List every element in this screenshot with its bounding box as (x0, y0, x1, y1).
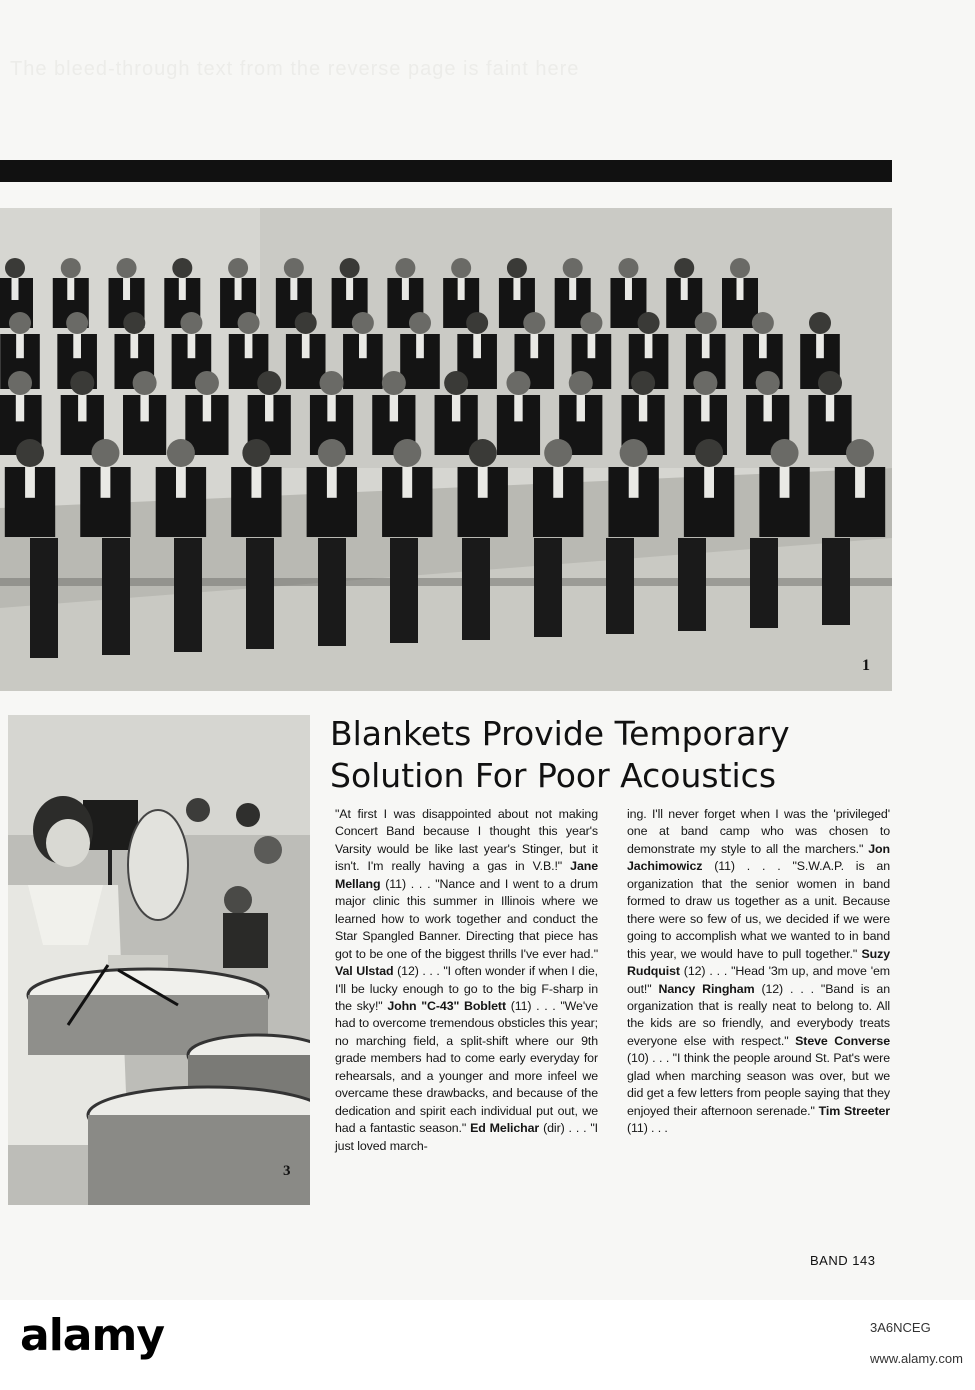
band-member-shirt (763, 395, 771, 421)
band-member-shirt (179, 278, 186, 300)
band-member-head (393, 439, 421, 467)
band-member-head (352, 312, 374, 334)
band-member-legs (822, 538, 850, 625)
article-column-2 (627, 806, 890, 1138)
band-member-shirt (235, 278, 242, 300)
quote-text: (12) . . . "Head '3m up, and move 'em out!" (627, 964, 890, 996)
band-member-shirt (681, 278, 688, 300)
quote-text: (11) . . . "Nance and I went to a drum major clinic this summer in Illinois where we learned how to work together and conduct the Star Spangled Banner. Directing that piece has got to be one of the biggest thrills I've ever had." (335, 876, 598, 961)
band-member-legs (606, 538, 634, 634)
band-member-legs (246, 538, 274, 649)
image-url: www.alamy.com (870, 1351, 963, 1366)
band-member-shirt (245, 334, 253, 358)
speaker-name: Tim Streeter (818, 1103, 890, 1118)
band-member-head (580, 312, 602, 334)
band-member-shirt (130, 334, 138, 358)
band-member-shirt (639, 395, 647, 421)
image-id: 3A6NCEG (870, 1320, 931, 1335)
band-member-shirt (16, 334, 24, 358)
column-1-paragraph (335, 806, 598, 1155)
band-member-shirt (402, 467, 412, 498)
band-member-head (228, 258, 248, 278)
band-member-head (117, 258, 137, 278)
band-member-shirt (327, 395, 335, 421)
band-member-head (638, 312, 660, 334)
band-member-shirt (265, 395, 273, 421)
band-member-shirt (101, 467, 111, 498)
band-member-head (320, 371, 344, 395)
band-member-legs (174, 538, 202, 652)
quote-text: (12) . . . "Band is an organization that is really neat to belong to. All the kids are so friendly, and everybody treats everyone else with respect." (627, 981, 890, 1048)
speaker-name: Nancy Ringham (658, 981, 755, 996)
speaker-name: Jon Jachimowicz (627, 841, 890, 874)
headline-line-2: Solution For Poor Acoustics (330, 756, 777, 795)
band-member-head (238, 312, 260, 334)
band-member-head (730, 258, 750, 278)
band-member-shirt (701, 395, 709, 421)
band-member-legs (750, 538, 778, 628)
band-member-shirt (346, 278, 353, 300)
band-member-shirt (645, 334, 653, 358)
band-group-illustration (0, 208, 892, 691)
band-member-head (91, 439, 119, 467)
band-member-shirt (16, 395, 24, 421)
band-member-head (242, 439, 270, 467)
band-member-head (195, 371, 219, 395)
band-member-head (695, 312, 717, 334)
band-member-head (620, 439, 648, 467)
band-member-shirt (12, 278, 19, 300)
band-member-shirt (759, 334, 767, 358)
photo-number-drummer: 3 (283, 1163, 291, 1179)
band-member-legs (678, 538, 706, 631)
speaker-name: Ed Melichar (470, 1121, 540, 1136)
band-member-shirt (569, 278, 576, 300)
band-member-shirt (530, 334, 538, 358)
band-member-head (172, 258, 192, 278)
quote-text: ing. I'll never forget when I was the 'privileged' one at band camp who was chosen to demonstrate my style to all the marchers." (627, 807, 890, 856)
band-member-shirt (123, 278, 130, 300)
band-member-shirt (25, 467, 35, 498)
band-member-head (809, 312, 831, 334)
band-member-shirt (251, 467, 261, 498)
band-member-shirt (704, 467, 714, 498)
band-member-head (563, 258, 583, 278)
band-member-shirt (188, 334, 196, 358)
band-member-legs (390, 538, 418, 643)
band-member-shirt (514, 395, 522, 421)
band-member-shirt (826, 395, 834, 421)
band-member-shirt (390, 395, 398, 421)
band-member-shirt (629, 467, 639, 498)
band-member-shirt (290, 278, 297, 300)
band-member-shirt (359, 334, 367, 358)
band-member-legs (30, 538, 58, 658)
band-member-shirt (140, 395, 148, 421)
quote-text: "At first I was disappointed about not making Concert Band because I thought this year's Varsity would be like last year's Stinger, but it isn't. I'm really having a gas in V.B.!" (335, 807, 598, 874)
quote-text: (11) . . . "We've had to overcome tremendous obsticles this year; no marching field, a split-shift where our 9th grade members had to come early everyday for rehearsals, and a younger and more infeel we overcame these drawbacks, and because of the dedication and spirit each individual put out, we had a fantastic season." (335, 998, 598, 1136)
band-member-head (507, 258, 527, 278)
band-member-head (5, 258, 25, 278)
band-member-head (569, 371, 593, 395)
band-member-shirt (478, 467, 488, 498)
band-member-head (61, 258, 81, 278)
speaker-name: Jane Mellang (335, 859, 598, 891)
band-member-legs (102, 538, 130, 655)
band-member-shirt (203, 395, 211, 421)
band-member-head (631, 371, 655, 395)
band-member-shirt (553, 467, 563, 498)
speaker-name: Suzy Rudquist (627, 946, 890, 979)
band-member-head (257, 371, 281, 395)
band-member-head (284, 258, 304, 278)
band-member-head (771, 439, 799, 467)
band-member-shirt (513, 278, 520, 300)
headline-line-1: Blankets Provide Temporary (330, 714, 790, 753)
band-member-head (444, 371, 468, 395)
band-member-head (618, 258, 638, 278)
band-member-head (180, 312, 202, 334)
band-member-head (466, 312, 488, 334)
band-member-shirt (176, 467, 186, 498)
band-member-head (340, 258, 360, 278)
band-member-head (756, 371, 780, 395)
article-column-1 (335, 806, 598, 1155)
band-member-head (123, 312, 145, 334)
speaker-name: Val Ulstad (335, 964, 394, 979)
article-headline (330, 713, 890, 797)
band-member-head (818, 371, 842, 395)
band-member-head (523, 312, 545, 334)
band-member-head (695, 439, 723, 467)
header-rule (0, 160, 892, 182)
band-member-shirt (702, 334, 710, 358)
band-member-head (693, 371, 717, 395)
quote-text: (dir) . . . "I just loved march- (335, 1121, 599, 1153)
band-member-shirt (588, 334, 596, 358)
quote-text: (11) . . . (627, 1121, 668, 1136)
band-member-shirt (816, 334, 824, 358)
band-member-shirt (737, 278, 744, 300)
drummer-illustration (8, 715, 310, 1205)
band-member-shirt (577, 395, 585, 421)
band-member-shirt (73, 334, 81, 358)
quote-text: (11) . . . "S.W.A.P. is an organization that the senior women in band formed to draw us together as a unit. Because there were so few of us, we decided if we were going to accomplish what we wanted to in band this year, we would have to pull together." (627, 859, 890, 961)
band-member-shirt (452, 395, 460, 421)
band-member-head (167, 439, 195, 467)
band-member-head (451, 258, 471, 278)
band-member-shirt (625, 278, 632, 300)
band-member-legs (534, 538, 562, 637)
band-member-head (395, 258, 415, 278)
band-member-head (544, 439, 572, 467)
band-member-shirt (302, 334, 310, 358)
band-member-head (506, 371, 530, 395)
band-group-photo (0, 208, 892, 691)
band-member-head (8, 371, 32, 395)
band-member-head (469, 439, 497, 467)
band-member-head (70, 371, 94, 395)
band-member-head (318, 439, 346, 467)
alamy-logo: alamy (20, 1310, 164, 1361)
speaker-name: John "C-43" Boblett (387, 998, 506, 1013)
band-member-shirt (78, 395, 86, 421)
column-2-paragraph (627, 806, 890, 1138)
band-member-legs (462, 538, 490, 640)
page-footer-label: BAND 143 (810, 1253, 876, 1268)
band-member-head (382, 371, 406, 395)
band-member-shirt (67, 278, 74, 300)
band-member-shirt (780, 467, 790, 498)
band-member-shirt (327, 467, 337, 498)
band-member-shirt (473, 334, 481, 358)
band-member-shirt (855, 467, 865, 498)
band-member-head (16, 439, 44, 467)
band-member-head (133, 371, 157, 395)
photo-number-main: 1 (862, 657, 870, 674)
band-member-head (9, 312, 31, 334)
bleed-through-text: The bleed-through text from the reverse page is faint here (10, 58, 580, 80)
band-member-legs (318, 538, 346, 646)
band-member-head (295, 312, 317, 334)
band-member-head (846, 439, 874, 467)
band-member-shirt (416, 334, 424, 358)
band-member-head (674, 258, 694, 278)
band-member-head (66, 312, 88, 334)
band-member-head (409, 312, 431, 334)
band-member-shirt (458, 278, 465, 300)
quote-text: (12) . . . "I often wonder if when I die, I'll be lucky enough to go to the big F-sharp in the sky!" (335, 964, 598, 1013)
band-member-shirt (402, 278, 409, 300)
drummer-photo (8, 715, 310, 1205)
band-member-head (752, 312, 774, 334)
speaker-name: Steve Converse (795, 1033, 890, 1048)
quote-text: (10) . . . "I think the people around St. Pat's were glad when marching season was over, but we did get a few letters from people saying that they enjoyed their afternoon serenade." (627, 1051, 890, 1118)
